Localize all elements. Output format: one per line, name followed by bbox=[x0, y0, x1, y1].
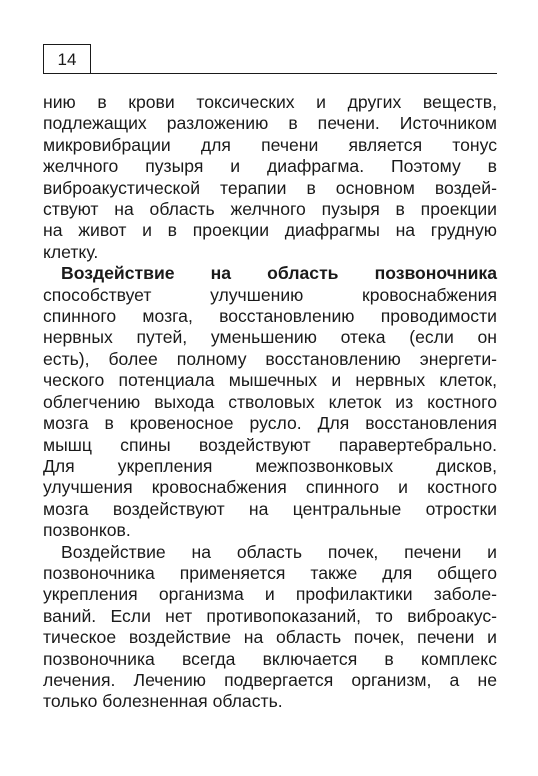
paragraph-2-line: Для укрепления межпозвонковых дисков, bbox=[43, 455, 497, 476]
paragraph-3-line: только болезненная область. bbox=[43, 691, 283, 712]
paragraph-2-line: есть), более полному восстановлению энергети- bbox=[43, 348, 497, 369]
paragraph-3-line: позвоночника всегда включается в комплекс bbox=[43, 648, 497, 669]
paragraph-2-line: позвонков. bbox=[43, 520, 131, 541]
paragraph-1-line: клетку. bbox=[43, 241, 99, 262]
paragraph-2-bold-lead: Воздействие на область позвоночника bbox=[61, 263, 497, 284]
page-number bbox=[43, 44, 91, 74]
header-rule bbox=[43, 73, 497, 74]
paragraph-1-line: микровибрации для печени является тонус bbox=[43, 134, 497, 155]
paragraph-3-line: ваний. Если нет противопоказаний, то виброакус- bbox=[43, 605, 497, 626]
paragraph-3-line: укрепления организма и профилактики заболе- bbox=[43, 584, 497, 605]
paragraph-2-line: способствует улучшению кровоснабжения bbox=[43, 284, 497, 305]
paragraph-2-line: облегчению выхода стволовых клеток из костного bbox=[43, 391, 497, 412]
body-text bbox=[43, 92, 497, 713]
paragraph-1-line: ствуют на область желчного пузыря в проекции bbox=[43, 199, 497, 220]
paragraph-2-line: спинного мозга, восстановлению проводимости bbox=[43, 306, 497, 327]
paragraph-3-line: тическое воздействие на область почек, печени и bbox=[43, 627, 497, 648]
page-number-text: 14 bbox=[57, 49, 77, 69]
paragraph-2-line: ческого потенциала мышечных и нервных клеток, bbox=[43, 370, 497, 391]
paragraph-1-line: на живот и в проекции диафрагмы на грудную bbox=[43, 220, 497, 241]
paragraph-1-line: виброакустической терапии в основном воздей- bbox=[43, 177, 497, 198]
paragraph-1-line: желчного пузыря и диафрагма. Поэтому в bbox=[43, 156, 497, 177]
paragraph-2-line: улучшения кровоснабжения спинного и костного bbox=[43, 477, 497, 498]
paragraph-2-line: мозга в кровеносное русло. Для восстановления bbox=[43, 413, 497, 434]
paragraph-2-line: нервных путей, уменьшению отека (если он bbox=[43, 327, 497, 348]
paragraph-2-line: мышц спины воздействуют паравертебрально. bbox=[43, 434, 497, 455]
paragraph-1-line: нию в крови токсических и других веществ, bbox=[43, 92, 497, 112]
paragraph-3-line: позвоночника применяется также для общего bbox=[43, 562, 497, 583]
paragraph-3-line: лечения. Лечению подвергается организм, а не bbox=[43, 669, 497, 690]
paragraph-2-line: мозга воздействуют на центральные отростки bbox=[43, 498, 497, 519]
paragraph-1-line: подлежащих разложению в печени. Источником bbox=[43, 113, 497, 134]
paragraph-3-line: Воздействие на область почек, печени и bbox=[61, 541, 497, 562]
